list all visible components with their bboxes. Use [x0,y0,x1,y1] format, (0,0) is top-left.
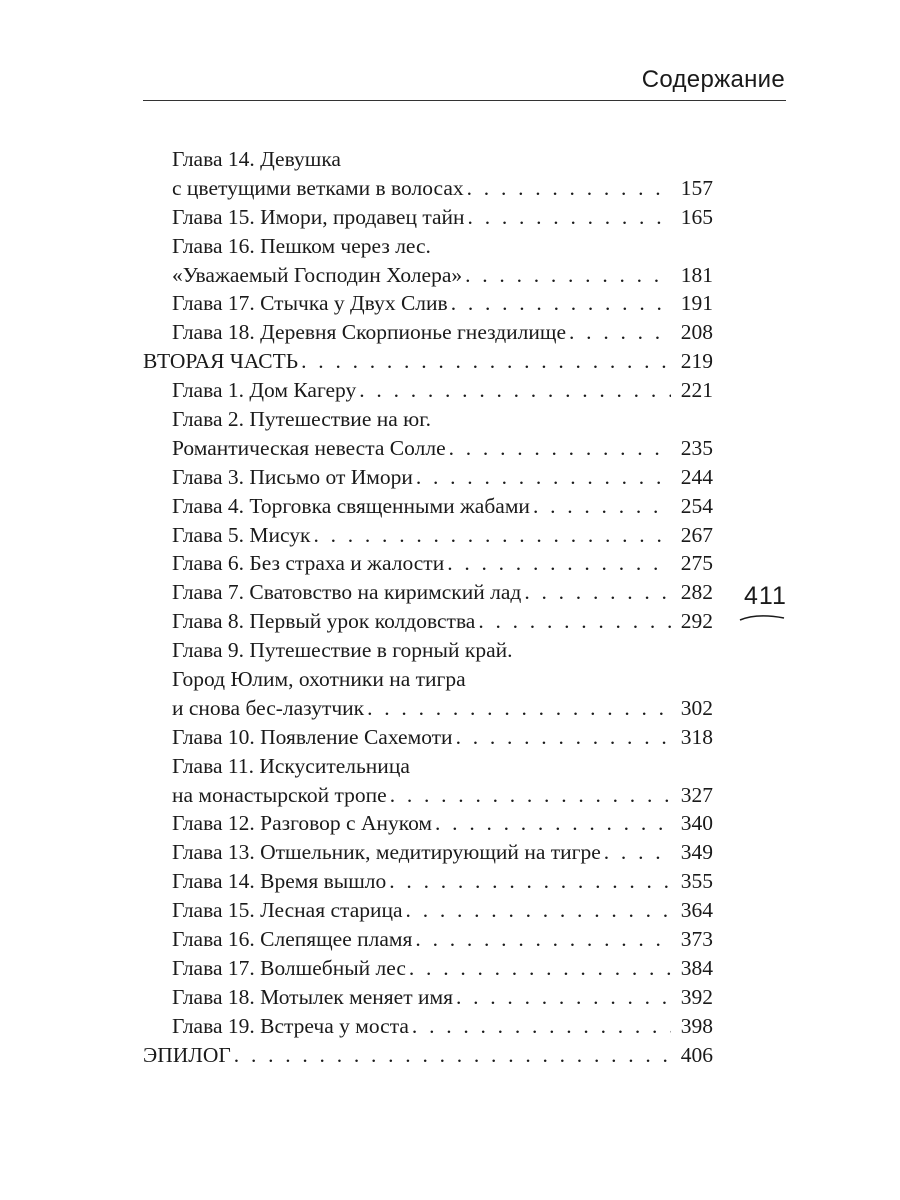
page-number: 411 [744,582,787,610]
toc-entry [143,289,713,318]
toc-entry-title: Глава 17. Стычка у Двух Слив [172,291,448,316]
toc-line [143,521,713,550]
toc-entry-title: Глава 16. Пешком через лес. [172,233,431,258]
toc-line [143,607,713,636]
toc-entry [143,752,713,810]
dot-leader [435,809,671,838]
toc-entry [143,1012,713,1041]
toc-line [143,145,713,174]
toc-entry-title: Глава 14. Девушка [172,147,341,171]
toc-entry [143,232,713,290]
dot-leader [467,174,671,203]
toc-line [143,1041,713,1070]
toc-entry [143,1041,713,1070]
toc-page-number: 340 [680,811,713,836]
toc-entry [143,492,713,521]
toc-line [143,347,713,376]
toc-entry-title: Глава 13. Отшельник, медитирующий на тигре [172,840,601,865]
toc-line [143,434,713,463]
toc-line [143,463,713,492]
toc-entry-title: и снова бес-лазутчик [172,695,365,720]
toc-entry-title: Глава 9. Путешествие в горный край. [172,638,513,663]
dot-leader [234,1041,671,1070]
dot-leader [412,1012,671,1041]
toc-page-number: 327 [680,782,713,807]
dot-leader [524,578,671,607]
toc-entry [143,809,713,838]
toc-entry [143,954,713,983]
toc-entry [143,607,713,636]
toc-line [143,925,713,954]
dot-leader [468,203,671,232]
toc-line [143,896,713,925]
toc-page-number: 208 [680,320,713,345]
dot-leader [447,549,671,578]
dot-leader [389,867,671,896]
dot-leader [416,463,671,492]
toc-entry-title: Глава 2. Путешествие на юг. [172,407,431,432]
dot-leader [415,925,671,954]
toc-page-number: 191 [680,291,713,316]
toc-entry [143,549,713,578]
toc-entry-title: Глава 1. Дом Кагеру [172,378,357,403]
toc-line [143,318,713,347]
page-number-swash [738,612,786,624]
toc-entry-title: ВТОРАЯ ЧАСТЬ [143,349,299,374]
toc-page-number: 364 [680,898,713,923]
toc-entry-title: Глава 18. Мотылек меняет имя [172,984,453,1009]
toc-page-number: 254 [680,493,713,518]
toc-entry-title: Глава 18. Деревня Скорпионье гнездилище [172,320,567,345]
toc-entry-title: Глава 11. Искусительница [172,753,410,778]
dot-leader [456,983,671,1012]
toc-page-number: 267 [680,522,713,547]
toc-page-number: 302 [680,695,713,720]
toc-page-number: 244 [680,464,713,489]
toc-line [143,867,713,896]
dot-leader [465,261,671,290]
toc-line [143,578,713,607]
toc-page-number: 235 [680,435,713,460]
toc-page-number: 165 [680,204,713,229]
toc-entry-title: Романтическая невеста Солле [172,435,446,460]
toc-entry-title: Глава 4. Торговка священными жабами [172,493,530,518]
toc-entry [143,925,713,954]
running-header-title: Содержание [641,66,785,93]
toc-entry [143,145,713,203]
toc-page-number: 355 [680,869,713,894]
toc-line [143,954,713,983]
toc-page-number: 349 [680,840,713,865]
toc-line [143,289,713,318]
toc-line [143,723,713,752]
toc-page-number: 318 [680,724,713,749]
toc-entry [143,723,713,752]
toc-entry-title: Глава 8. Первый урок колдовства [172,609,476,634]
toc-entry-title: Глава 17. Волшебный лес [172,955,406,980]
toc-line [143,636,713,665]
toc-entry-title: ЭПИЛОГ [143,1042,231,1067]
toc-entry [143,463,713,492]
toc-page-number: 181 [680,262,713,287]
toc-entry-title: с цветущими ветками в волосах [172,175,464,200]
toc-line [143,232,713,261]
toc-entry [143,636,713,723]
dot-leader [449,434,671,463]
toc-line [143,665,713,694]
toc-line [143,261,713,290]
header-rule [143,100,786,101]
toc-entry [143,521,713,550]
toc-entry-title: Глава 5. Мисук [172,522,311,547]
toc-page-number: 219 [680,349,713,374]
toc-line [143,174,713,203]
toc-entry-title: Город Юлим, охотники на тигра [172,667,466,692]
toc-line [143,549,713,578]
toc-line [143,376,713,405]
toc-entry [143,838,713,867]
toc-line [143,492,713,521]
toc-line [143,752,713,781]
dot-leader [533,492,671,521]
toc-entry [143,578,713,607]
dot-leader [478,607,671,636]
toc-page-number: 406 [680,1042,713,1067]
toc-entry [143,896,713,925]
toc-entry-title: Глава 19. Встреча у моста [172,1013,409,1038]
toc-entry-title: Глава 6. Без страха и жалости [172,551,445,576]
table-of-contents [143,145,713,1070]
toc-entry-title: Глава 15. Имори, продавец тайн [172,204,465,229]
toc-page-number: 221 [680,378,713,403]
toc-entry [143,405,713,463]
dot-leader [301,347,671,376]
toc-entry-title: Глава 3. Письмо от Имори [172,464,413,489]
toc-line [143,983,713,1012]
toc-page-number: 373 [680,927,713,952]
toc-page-number: 292 [680,609,713,634]
dot-leader [451,289,671,318]
toc-page-number: 392 [680,984,713,1009]
toc-entry-title: Глава 12. Разговор с Ануком [172,811,433,836]
toc-entry-title: Глава 7. Сватовство на киримский лад [172,580,522,605]
dot-leader [569,318,671,347]
dot-leader [406,896,671,925]
dot-leader [456,723,671,752]
toc-entry [143,203,713,232]
toc-entry [143,376,713,405]
toc-line [143,203,713,232]
toc-entry-title: Глава 16. Слепящее пламя [172,927,413,952]
toc-page-number: 282 [680,580,713,605]
toc-line [143,405,713,434]
toc-line [143,838,713,867]
dot-leader [313,521,671,550]
toc-entry [143,347,713,376]
toc-line [143,1012,713,1041]
toc-line [143,694,713,723]
toc-line [143,781,713,810]
toc-entry-title: на монастырской тропе [172,782,387,807]
toc-entry-title: Глава 10. Появление Сахемоти [172,724,453,749]
toc-entry [143,318,713,347]
toc-page-number: 157 [680,175,713,200]
dot-leader [604,838,671,867]
toc-page-number: 398 [680,1013,713,1038]
dot-leader [367,694,671,723]
toc-entry-title: «Уважаемый Господин Холера» [172,262,463,287]
dot-leader [409,954,671,983]
toc-page-number: 384 [680,955,713,980]
toc-entry [143,867,713,896]
toc-line [143,809,713,838]
dot-leader [390,781,671,810]
toc-page-number: 275 [680,551,713,576]
dot-leader [359,376,671,405]
toc-entry-title: Глава 14. Время вышло [172,869,387,894]
toc-entry [143,983,713,1012]
toc-entry-title: Глава 15. Лесная старица [172,898,403,923]
